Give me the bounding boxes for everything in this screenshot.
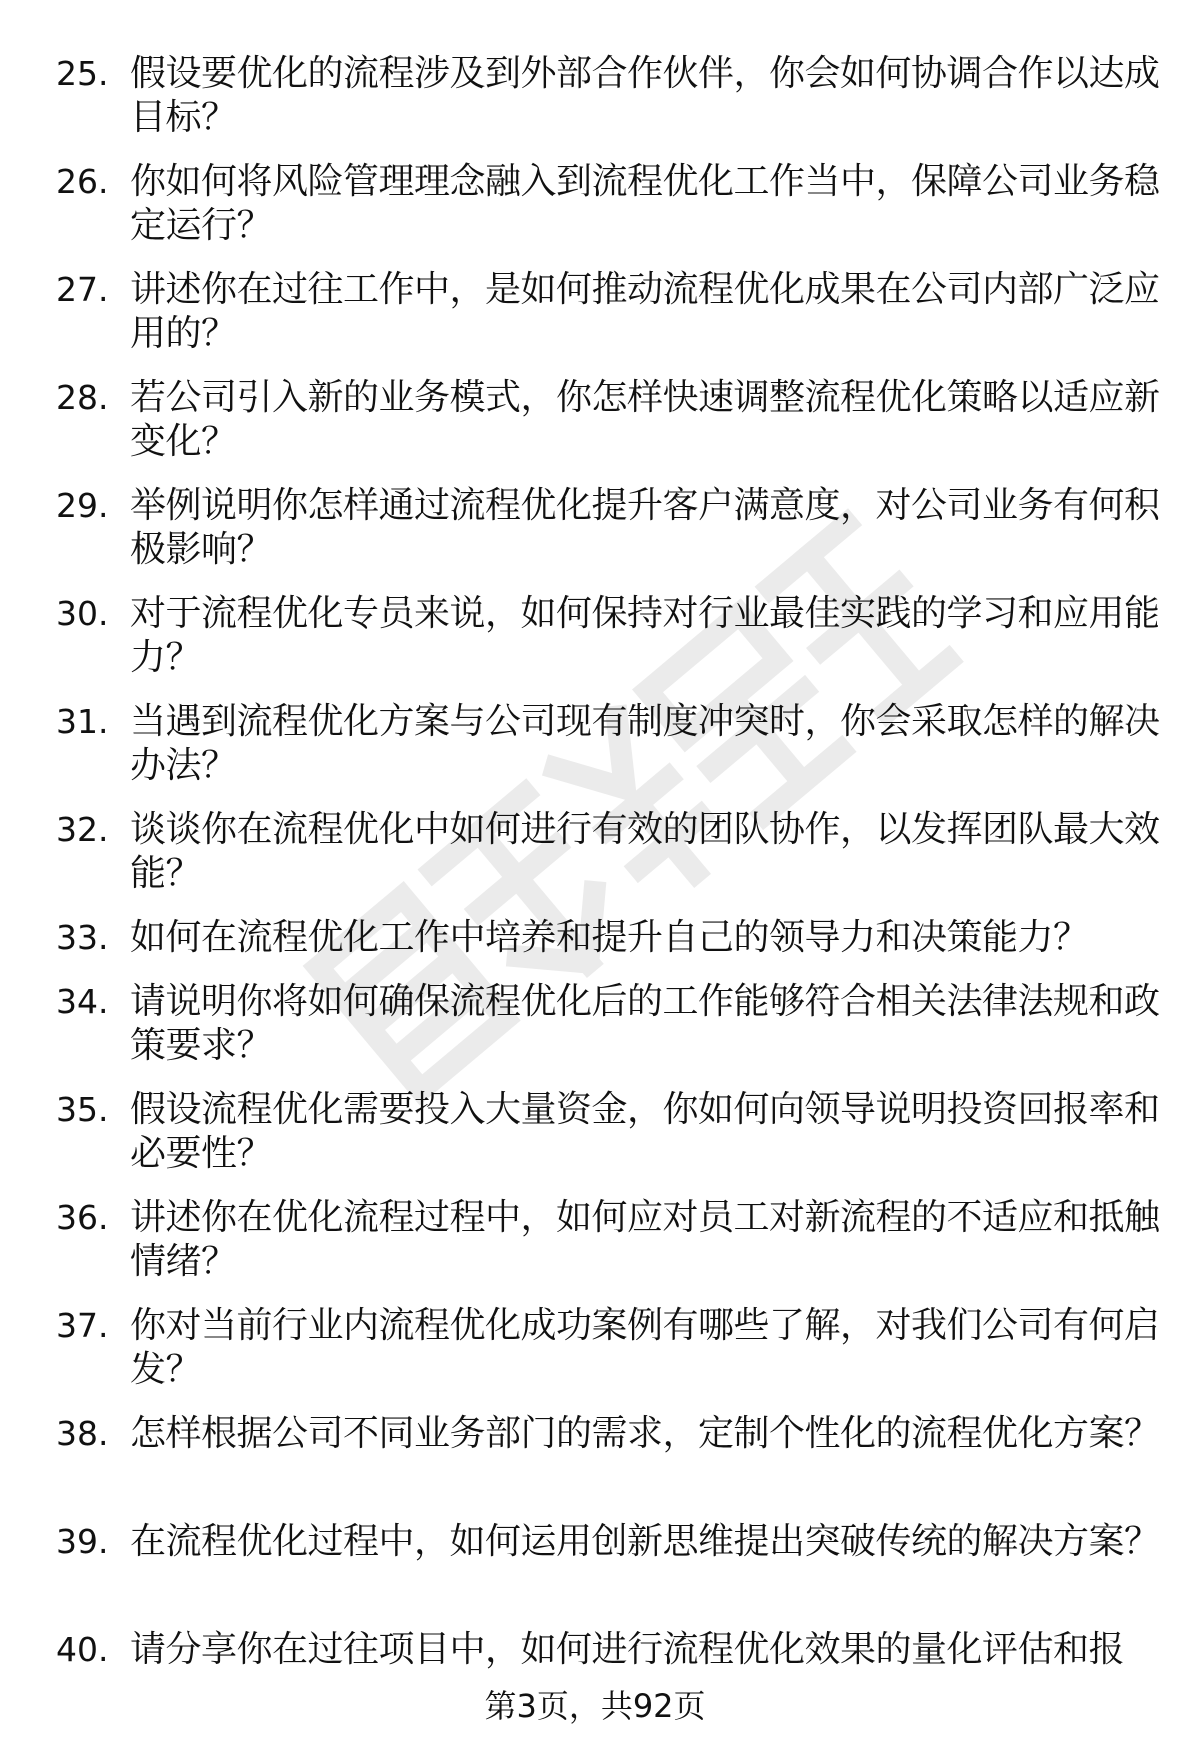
question-text: 当遇到流程优化方案与公司现有制度冲突时，你会采取怎样的解决办法？	[130, 701, 1160, 786]
question-number: 39.	[56, 1522, 109, 1561]
question-text: 你对当前行业内流程优化成功案例有哪些了解，对我们公司有何启发？	[130, 1305, 1160, 1390]
question-text: 若公司引入新的业务模式，你怎样快速调整流程优化策略以适应新变化？	[130, 377, 1160, 462]
list-item	[0, 1196, 1190, 1304]
question-text: 请说明你将如何确保流程优化后的工作能够符合相关法律法规和政策要求？	[130, 981, 1160, 1066]
list-item	[0, 1304, 1190, 1412]
question-number: 25.	[56, 54, 109, 93]
question-text: 假设流程优化需要投入大量资金，你如何向领导说明投资回报率和必要性？	[130, 1089, 1160, 1174]
list-item	[0, 52, 1190, 160]
question-text: 谈谈你在流程优化中如何进行有效的团队协作，以发挥团队最大效能？	[130, 809, 1160, 894]
list-item	[0, 1088, 1190, 1196]
list-item	[0, 160, 1190, 268]
question-list	[0, 52, 1190, 1684]
question-number: 37.	[56, 1306, 109, 1345]
list-item	[0, 484, 1190, 592]
question-text: 你如何将风险管理理念融入到流程优化工作当中，保障公司业务稳定运行？	[130, 161, 1160, 246]
question-number: 27.	[56, 270, 109, 309]
list-item	[0, 1412, 1190, 1520]
question-text: 在流程优化过程中，如何运用创新思维提出突破传统的解决方案？	[130, 1521, 1160, 1562]
page-footer: 第3页，共92页	[484, 1687, 706, 1725]
question-number: 35.	[56, 1090, 109, 1129]
question-text: 假设要优化的流程涉及到外部合作伙伴，你会如何协调合作以达成目标？	[130, 53, 1160, 138]
question-number: 28.	[56, 378, 109, 417]
question-number: 26.	[56, 162, 109, 201]
question-number: 31.	[56, 702, 109, 741]
question-text: 讲述你在优化流程过程中，如何应对员工对新流程的不适应和抵触情绪？	[130, 1197, 1160, 1282]
question-number: 38.	[56, 1414, 109, 1453]
question-text: 讲述你在过往工作中，是如何推动流程优化成果在公司内部广泛应用的？	[130, 269, 1160, 354]
question-number: 34.	[56, 982, 109, 1021]
question-text: 举例说明你怎样通过流程优化提升客户满意度，对公司业务有何积极影响？	[130, 485, 1160, 570]
question-text: 请分享你在过往项目中，如何进行流程优化效果的量化评估和报	[130, 1629, 1125, 1670]
list-item	[0, 376, 1190, 484]
question-text: 如何在流程优化工作中培养和提升自己的领导力和决策能力？	[130, 917, 1089, 958]
list-item	[0, 980, 1190, 1088]
list-item	[0, 1520, 1190, 1628]
question-number: 29.	[56, 486, 109, 525]
question-number: 33.	[56, 918, 109, 957]
question-number: 40.	[56, 1630, 109, 1669]
question-number: 32.	[56, 810, 109, 849]
question-number: 36.	[56, 1198, 109, 1237]
list-item	[0, 268, 1190, 376]
list-item	[0, 916, 1190, 980]
question-text: 怎样根据公司不同业务部门的需求，定制个性化的流程优化方案？	[130, 1413, 1160, 1454]
list-item	[0, 1628, 1190, 1684]
list-item	[0, 808, 1190, 916]
list-item	[0, 700, 1190, 808]
list-item	[0, 592, 1190, 700]
question-number: 30.	[56, 594, 109, 633]
question-text: 对于流程优化专员来说，如何保持对行业最佳实践的学习和应用能力？	[130, 593, 1160, 678]
